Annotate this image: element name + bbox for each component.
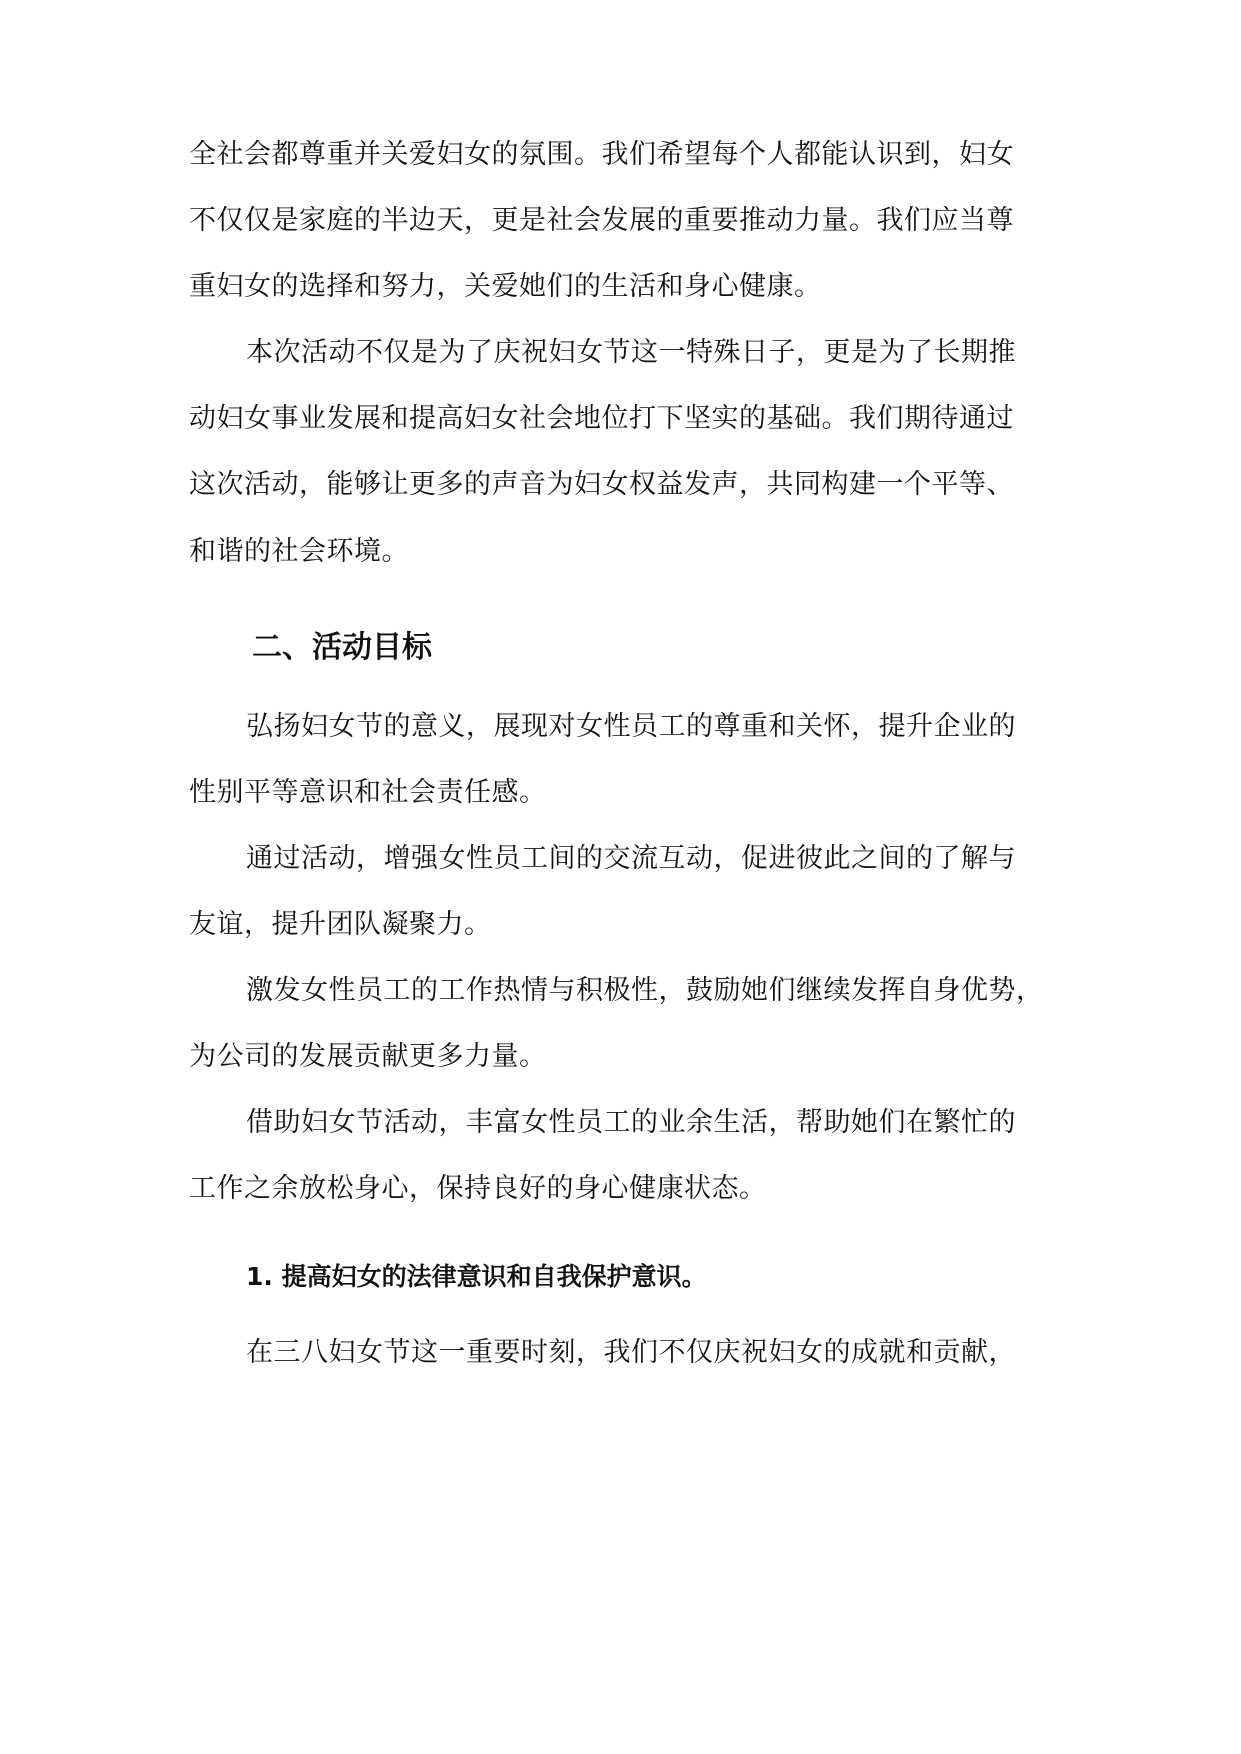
subsection-heading: 1. 提高妇女的法律意识和自我保护意识。 [246, 1262, 707, 1291]
text-line: 为公司的发展贡献更多力量。 [189, 1041, 547, 1072]
text-line: 这次活动，能够让更多的声音为妇女权益发声，共同构建一个平等、 [189, 469, 1014, 500]
text-line: 重妇女的选择和努力，关爱她们的生活和身心健康。 [189, 271, 822, 302]
text-line: 工作之余放松身心，保持良好的身心健康状态。 [189, 1173, 767, 1204]
text-line: 借助妇女节活动，丰富女性员工的业余生活，帮助她们在繁忙的 [246, 1107, 1016, 1138]
text-line: 不仅仅是家庭的半边天，更是社会发展的重要推动力量。我们应当尊 [189, 205, 1014, 236]
section-heading: 二、活动目标 [252, 630, 432, 665]
text-line: 弘扬妇女节的意义，展现对女性员工的尊重和关怀，提升企业的 [246, 711, 1016, 742]
text-line: 本次活动不仅是为了庆祝妇女节这一特殊日子，更是为了长期推 [246, 337, 1016, 368]
text-line: 和谐的社会环境。 [189, 536, 409, 567]
text-line: 激发女性员工的工作热情与积极性，鼓励她们继续发挥自身优势， [246, 975, 1044, 1006]
text-line: 在三八妇女节这一重要时刻，我们不仅庆祝妇女的成就和贡献， [246, 1337, 1016, 1368]
text-line: 性别平等意识和社会责任感。 [189, 777, 547, 808]
text-line: 全社会都尊重并关爱妇女的氛围。我们希望每个人都能认识到，妇女 [189, 139, 1014, 170]
text-line: 动妇女事业发展和提高妇女社会地位打下坚实的基础。我们期待通过 [189, 403, 1014, 434]
text-line: 通过活动，增强女性员工间的交流互动，促进彼此之间的了解与 [246, 843, 1016, 874]
text-line: 友谊，提升团队凝聚力。 [189, 909, 492, 940]
